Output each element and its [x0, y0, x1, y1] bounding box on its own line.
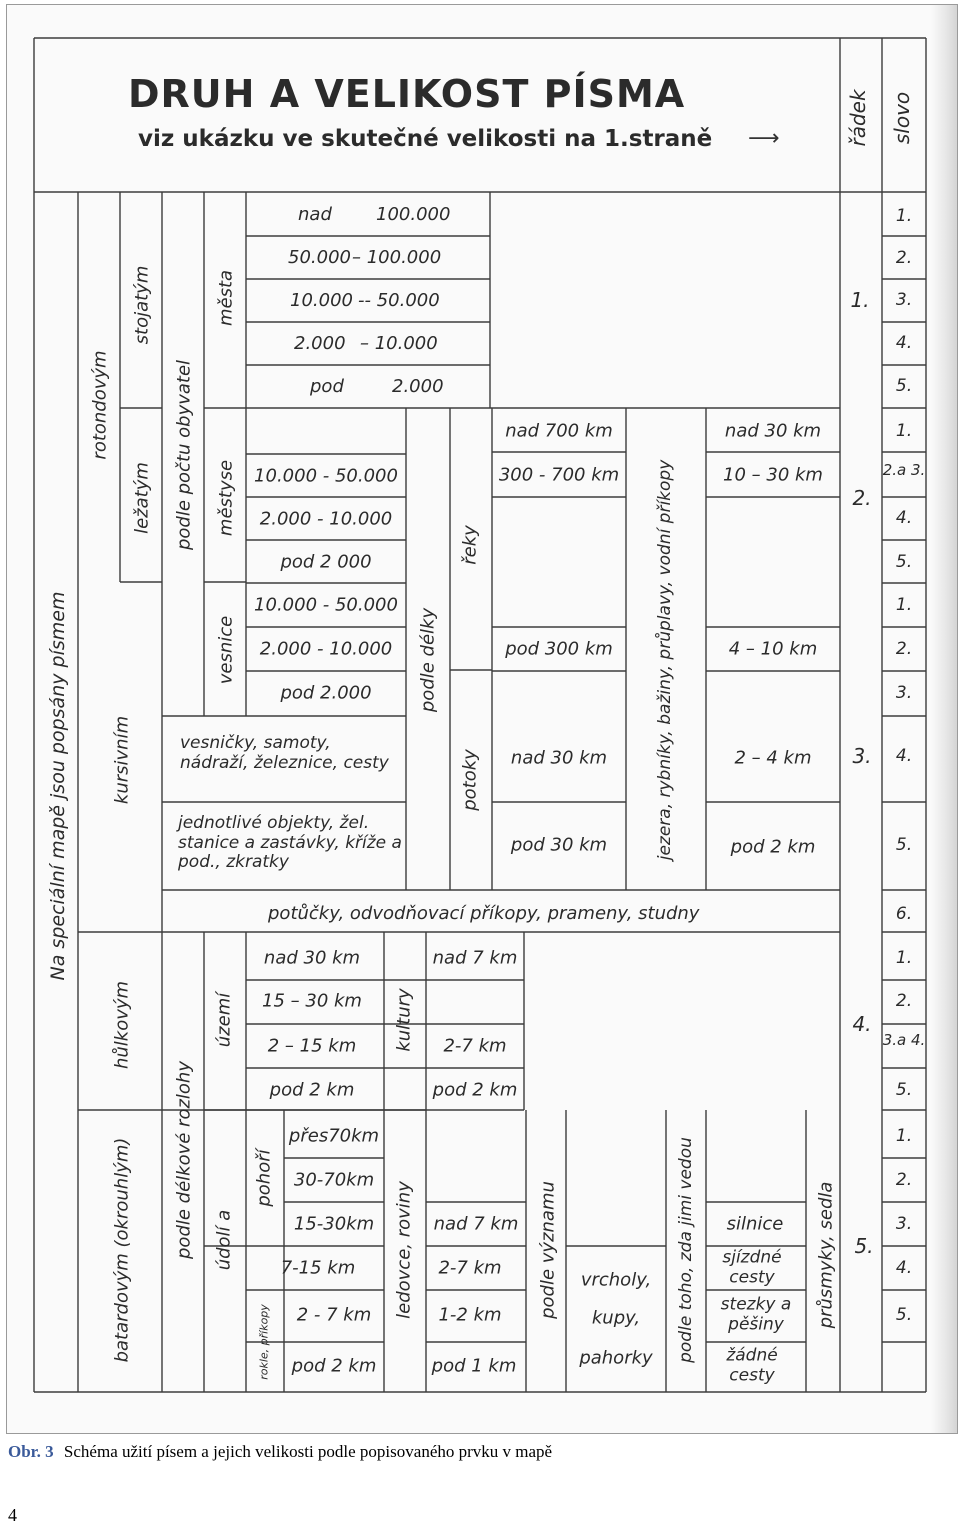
- arrow-right: ⟶: [748, 126, 780, 151]
- town-row-4-a: 2.000: [294, 333, 346, 354]
- roads-row-1: silnice: [726, 1213, 784, 1235]
- town-row-2-b: – 100.000: [352, 247, 442, 268]
- lakes-row-5: pod 2 km: [730, 836, 816, 858]
- header-word: slovo: [890, 91, 914, 145]
- pohori-row-3: 15-30km: [293, 1213, 375, 1235]
- rivers-row-2: 300 - 700 km: [498, 464, 620, 486]
- mestyse-row-3: pod 2 000: [280, 551, 372, 573]
- page-number: 4: [8, 1505, 17, 1525]
- ledovce-row-2: 2-7 km: [438, 1257, 502, 1279]
- word-number: 4.: [895, 746, 913, 766]
- lakes-row-3: 4 – 10 km: [728, 638, 818, 660]
- figure-title: DRUH A VELIKOST PÍSMA: [128, 72, 686, 116]
- vrcholy-line-3: pahorky: [579, 1347, 653, 1369]
- word-number: 5.: [895, 376, 913, 396]
- word-number: 1.: [895, 206, 913, 226]
- ledovce-row-3: 1-2 km: [438, 1304, 502, 1326]
- word-number: 2.a 3.: [882, 461, 926, 479]
- word-number: 5.: [895, 552, 913, 572]
- uzemi-row-2: 15 – 30 km: [262, 990, 362, 1012]
- town-row-4-b: – 10.000: [360, 333, 438, 354]
- label-potoky: potoky: [459, 749, 481, 811]
- town-row-1-b: 100.000: [376, 204, 451, 225]
- kultury-row-3: pod 2 km: [432, 1079, 518, 1101]
- word-number: 2.: [895, 991, 913, 1011]
- label-podle-delky: podle délky: [417, 607, 439, 713]
- roads-row-2: sjízdné cesty: [722, 1247, 782, 1287]
- label-ledovce: ledovce, roviny: [393, 1181, 415, 1319]
- vrcholy-line-1: vrcholy,: [580, 1269, 652, 1291]
- roads-row-4: žádné cesty: [726, 1345, 778, 1385]
- lakes-row-1: nad 30 km: [724, 420, 822, 442]
- mestyse-row-1: 10.000 - 50.000: [254, 465, 398, 487]
- word-number: 2.: [895, 1170, 913, 1190]
- town-row-3-b: -- 50.000: [358, 290, 440, 311]
- town-row-2-a: 50.000: [288, 247, 351, 268]
- label-podle-vyznamu: podle významu: [537, 1181, 559, 1319]
- figure-subtitle: viz ukázku ve skutečné velikosti na 1.straně: [138, 126, 713, 152]
- vrcholy-line-2: kupy,: [591, 1307, 641, 1329]
- rivers-row-1: nad 700 km: [505, 420, 613, 442]
- word-number: 4.: [895, 508, 913, 528]
- lakes-row-4: 2 – 4 km: [734, 747, 812, 769]
- vesnice-row-2: 2.000 - 10.000: [259, 638, 393, 660]
- vesnice-row-1: 10.000 - 50.000: [254, 594, 398, 616]
- ledovce-row-4: pod 1 km: [431, 1355, 517, 1377]
- pohori-row-2: 30-70km: [293, 1169, 375, 1191]
- udoli-row-3: pod 2 km: [291, 1355, 377, 1377]
- vesnicky-note: vesničky, samoty, nádraží, železnice, cesty: [180, 733, 389, 773]
- label-vesnice: vesnice: [215, 615, 237, 685]
- figure-caption: [8, 1442, 552, 1462]
- label-stojatym: stojatým: [131, 265, 153, 345]
- uzemi-row-1: nad 30 km: [263, 947, 361, 969]
- streams-row-1: nad 30 km: [510, 747, 608, 769]
- header-row: řádek: [846, 89, 870, 147]
- word-number: 1.: [895, 1126, 913, 1146]
- pohori-row-1: přes70km: [288, 1125, 380, 1147]
- word-number: 6.: [895, 904, 913, 924]
- rivers-row-3: pod 300 km: [505, 638, 613, 660]
- label-prusmyky: průsmyky, sedla: [815, 1181, 837, 1329]
- label-rokle: rokle, příkopy: [257, 1304, 271, 1380]
- label-podle-toho: podle toho, zda jimi vedou: [676, 1137, 696, 1363]
- lakes-row-2: 10 – 30 km: [723, 464, 823, 486]
- word-number: 1.: [895, 948, 913, 968]
- row-number-2: 2.: [852, 486, 872, 510]
- kultury-row-2: 2-7 km: [443, 1035, 507, 1057]
- uzemi-row-3: 2 – 15 km: [267, 1035, 357, 1057]
- mestyse-row-2: 2.000 - 10.000: [259, 508, 393, 530]
- uzemi-row-4: pod 2 km: [269, 1079, 355, 1101]
- row-number-3: 3.: [852, 744, 872, 768]
- label-mesta: města: [215, 269, 237, 327]
- label-pohori: pohoří: [253, 1149, 275, 1207]
- label-udoli: údolí a: [213, 1209, 235, 1271]
- label-kultury: kultury: [393, 988, 415, 1052]
- town-row-5-a: pod: [310, 376, 344, 397]
- label-hulkovym: hůlkovým: [111, 980, 133, 1070]
- vesnice-row-3: pod 2.000: [280, 682, 372, 704]
- word-number: 2.: [895, 248, 913, 268]
- kultury-row-1: nad 7 km: [432, 947, 518, 969]
- label-podle-delkove-rozlohy: podle délkové rozlohy: [173, 1061, 195, 1259]
- label-jezera: jezera, rybníky, bažiny, průplavy, vodní příkopy: [655, 459, 675, 861]
- word-number: 1.: [895, 421, 913, 441]
- label-special-map: Na speciální mapě jsou popsány písmem: [47, 591, 69, 981]
- udoli-row-2: 2 - 7 km: [296, 1304, 372, 1326]
- word-number: 4.: [895, 1258, 913, 1278]
- word-number: 5.: [895, 835, 913, 855]
- streams-row-2: pod 30 km: [510, 834, 608, 856]
- word-number: 5.: [895, 1305, 913, 1325]
- jednotlive-note: jednotlivé objekty, žel. stanice a zastávky, kříže a pod., zkratky: [178, 813, 402, 873]
- word-number: 3.: [895, 290, 913, 310]
- word-number: 1.: [895, 595, 913, 615]
- udoli-row-1: 7-15 km: [280, 1257, 356, 1279]
- town-row-3-a: 10.000: [290, 290, 353, 311]
- label-podle-poctu: podle počtu obyvatel: [173, 359, 195, 551]
- label-kursivnim: kursivním: [111, 715, 133, 805]
- potucky-note: potůčky, odvodňovací příkopy, prameny, studny: [268, 903, 700, 924]
- ledovce-row-1: nad 7 km: [433, 1213, 519, 1235]
- label-reky: řeky: [459, 525, 481, 565]
- word-number: 3.: [895, 1214, 913, 1234]
- label-lezatym: ležatým: [131, 462, 153, 534]
- row-number-4: 4.: [852, 1012, 872, 1036]
- row-number-5: 5.: [854, 1234, 874, 1258]
- town-row-5-b: 2.000: [392, 376, 444, 397]
- caption-label: Obr. 3: [8, 1442, 54, 1461]
- word-number: 3.a 4.: [882, 1031, 926, 1049]
- row-number-1: 1.: [850, 288, 870, 312]
- label-mestyse: městyse: [215, 459, 237, 537]
- word-number: 4.: [895, 333, 913, 353]
- label-uzemi: území: [213, 992, 235, 1048]
- label-rotundovym: rotondovým: [89, 350, 111, 460]
- label-batardovym: batardovým (okrouhlým): [111, 1137, 133, 1363]
- word-number: 3.: [895, 683, 913, 703]
- town-row-1-a: nad: [298, 204, 332, 225]
- roads-row-3: stezky a pěšiny: [720, 1294, 792, 1334]
- word-number: 5.: [895, 1080, 913, 1100]
- caption-text: Schéma užití písem a jejich velikosti podle popisovaného prvku v mapě: [63, 1442, 553, 1461]
- word-number: 2.: [895, 639, 913, 659]
